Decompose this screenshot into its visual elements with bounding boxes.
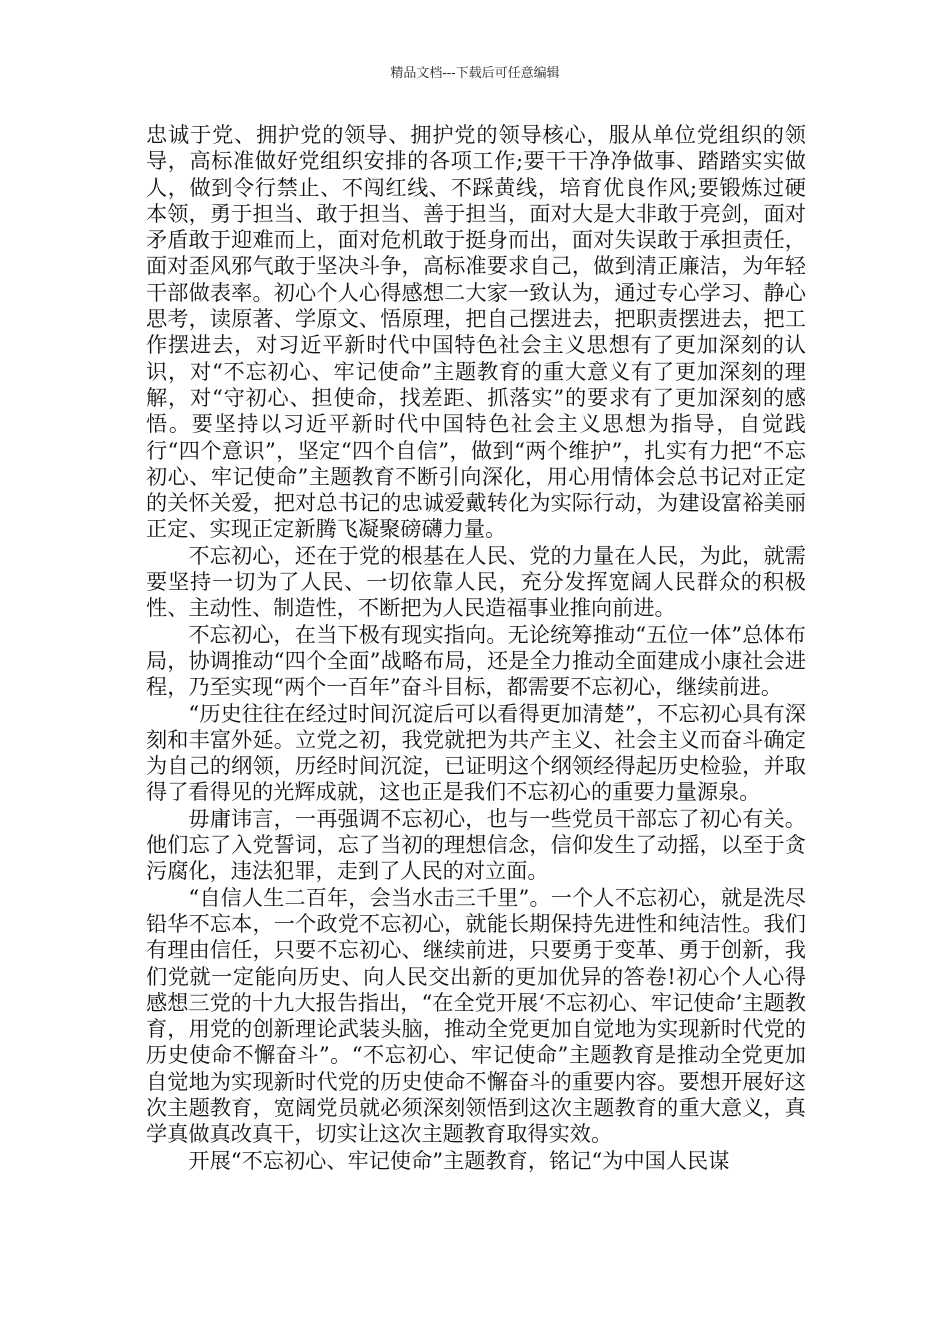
document-body: [146, 122, 806, 1174]
paragraph-2: 不忘初心，还在于党的根基在人民、党的力量在人民，为此，就需要坚持一切为了人民、一切依靠人民，充分发挥宽阔人民群众的积极性、主动性、制造性，不断把为人民造福事业推向前进。: [146, 542, 806, 621]
paragraph-5: 毋庸讳言，一再强调不忘初心，也与一些党员干部忘了初心有关。他们忘了入党誓词，忘了当初的理想信念，信仰发生了动摇，以至于贪污腐化，违法犯罪，走到了人民的对立面。: [146, 805, 806, 884]
paragraph-3: 不忘初心，在当下极有现实指向。无论统筹推动“五位一体”总体布局，协调推动“四个全面”战略布局，还是全力推动全面建成小康社会进程，乃至实现“两个一百年”奋斗目标，都需要不忘初心，继续前进。: [146, 621, 806, 700]
paragraph-1: 忠诚于党、拥护党的领导、拥护党的领导核心，服从单位党组织的领导，高标准做好党组织安排的各项工作;要干干净净做事、踏踏实实做人，做到令行禁止、不闯红线、不踩黄线，培育优良作风;要锻炼过硬本领，勇于担当、敢于担当、善于担当，面对大是大非敢于亮剑，面对矛盾敢于迎难而上，面对危机敢于挺身而出，面对失误敢于承担责任，面对歪风邪气敢于坚决斗争，高标准要求自己，做到清正廉洁，为年轻干部做表率。初心个人心得感想二大家一致认为，通过专心学习、静心思考，读原著、学原文、悟原理，把自己摆进去，把职责摆进去，把工作摆进去，对习近平新时代中国特色社会主义思想有了更加深刻的认识，对“不忘初心、牢记使命”主题教育的重大意义有了更加深刻的理解，对“守初心、担使命，找差距、抓落实”的要求有了更加深刻的感悟。要坚持以习近平新时代中国特色社会主义思想为指导，自觉践行“四个意识”，坚定“四个自信”，做到“两个维护”，扎实有力把“不忘初心、牢记使命”主题教育不断引向深化，用心用情体会总书记对正定的关怀关爱，把对总书记的忠诚爱戴转化为实际行动，为建设富裕美丽正定、实现正定新腾飞凝聚磅礴力量。: [146, 122, 806, 542]
page-header: 精品文档---下载后可任意编辑: [390, 66, 560, 81]
paragraph-6: “自信人生二百年，会当水击三千里”。一个人不忘初心，就是洗尽铅华不忘本，一个政党不忘初心，就能长期保持先进性和纯洁性。我们有理由信任，只要不忘初心、继续前进，只要勇于变革、勇于创新，我们党就一定能向历史、向人民交出新的更加优异的答卷!初心个人心得感想三党的十九大报告指出，“在全党开展‘不忘初心、牢记使命’主题教育，用党的创新理论武装头脑，推动全党更加自觉地为实现新时代党的历史使命不懈奋斗”。“不忘初心、牢记使命”主题教育是推动全党更加自觉地为实现新时代党的历史使命不懈奋斗的重要内容。要想开展好这次主题教育，宽阔党员就必须深刻领悟到这次主题教育的重大意义，真学真做真改真干，切实让这次主题教育取得实效。: [146, 884, 806, 1147]
paragraph-4: “历史往往在经过时间沉淀后可以看得更加清楚”，不忘初心具有深刻和丰富外延。立党之初，我党就把为共产主义、社会主义而奋斗确定为自己的纲领，历经时间沉淀，已证明这个纲领经得起历史检验，并取得了看得见的光辉成就，这也正是我们不忘初心的重要力量源泉。: [146, 700, 806, 805]
paragraph-7: 开展“不忘初心、牢记使命”主题教育，铭记“为中国人民谋: [188, 1147, 730, 1173]
